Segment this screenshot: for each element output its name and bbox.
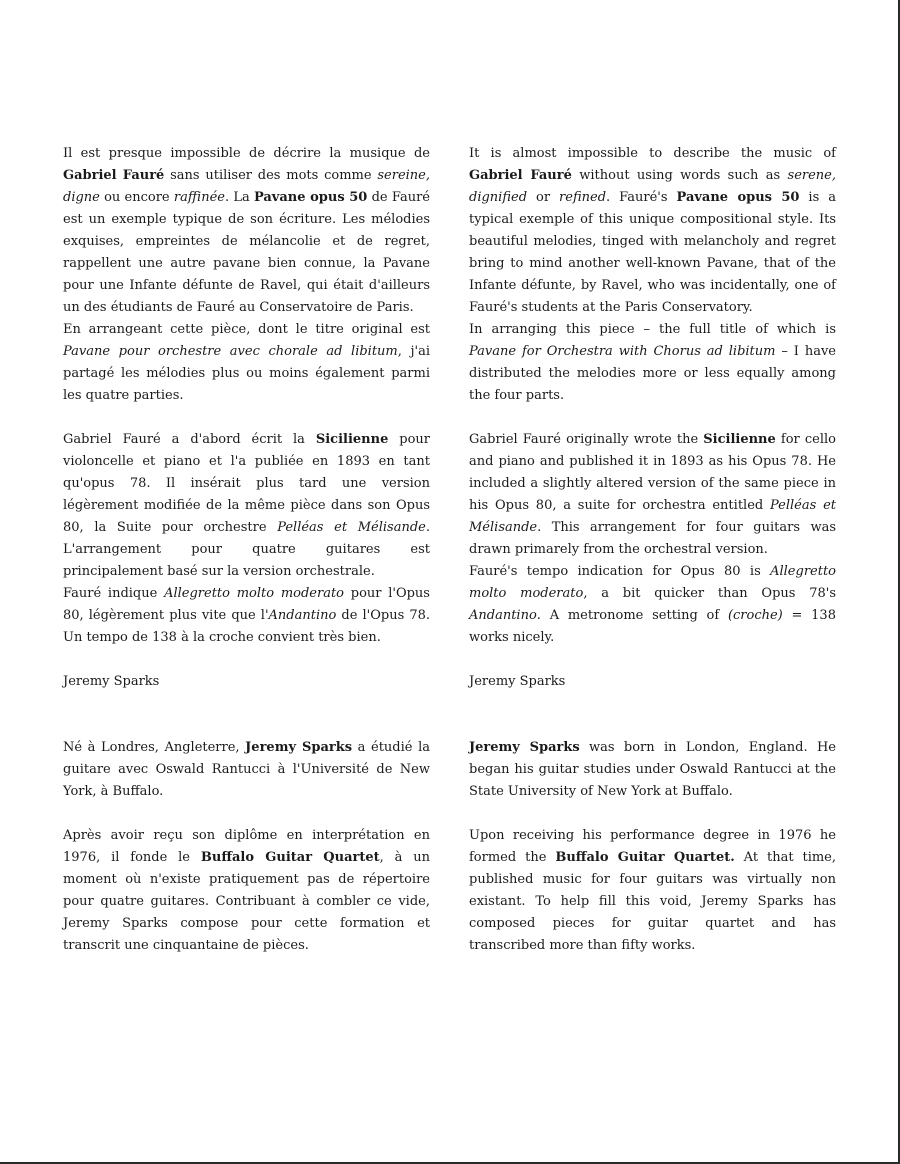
text-run: Upon receiving his performance degree in 1976 he formed the [469, 828, 836, 865]
text-run: En arrangeant cette pièce, dont le titre original est [63, 322, 430, 337]
fr-bio-paragraph-2 [63, 825, 430, 957]
emphasis: Andantino [469, 608, 537, 623]
text-run: . Fauré's [606, 190, 677, 205]
text-run: was born in London, England. He began his guitar studies under Oswald Rantucci at the State University of New York at Buffalo. [469, 740, 836, 799]
french-column [63, 143, 430, 957]
text-run: , j'ai partagé les mélodies plus ou moins également parmi les quatre parties. [63, 344, 430, 403]
text-run: It is almost impossible to describe the music of [469, 146, 836, 161]
en-signature: Jeremy Sparks [469, 674, 566, 689]
emphasis: sereine, digne [63, 168, 430, 205]
en-bio-paragraph-2 [469, 825, 836, 957]
en-faure-paragraph-1 [469, 143, 836, 319]
text-run: pour violoncelle et piano et l'a publiée en 1893 en tant qu'opus 78. Il insérait plus tard une version légèrement modifiée de la même pièce dans son Opus 80, la Suite pour orchestre [63, 432, 430, 535]
text-run: Il est presque impossible de décrire la musique de [63, 146, 430, 161]
work-title: Sicilienne [315, 432, 389, 447]
emphasis: refined [559, 190, 607, 205]
fr-faure-paragraph-4 [63, 583, 430, 649]
work-title: Sicilienne [703, 432, 776, 447]
text-run: At that time, published music for four guitars was virtually non existant. To help fill this void, Jeremy Sparks has composed pieces for guitar quartet and has transcribed more than fifty works. [469, 850, 837, 953]
english-column [469, 143, 836, 957]
text-run: Né à Londres, Angleterre, [63, 740, 246, 755]
en-faure-paragraph-2 [469, 319, 836, 407]
author-name: Jeremy Sparks [245, 740, 353, 755]
text-run: sans utiliser des mots comme [164, 168, 378, 183]
text-run: , à un moment où n'existe pratiquement pas de répertoire pour quatre guitares. Contribuant à combler ce vide, Jeremy Sparks compose pour cette formation et transcrit une cinquantaine de pièces. [63, 850, 430, 953]
fr-faure-paragraph-2 [63, 319, 430, 407]
emphasis: Pelléas et Mélisande [469, 498, 836, 535]
emphasis: raffinée [173, 190, 225, 205]
emphasis: serene, dignified [469, 168, 837, 205]
emphasis: Pelléas et Mélisande [277, 520, 426, 535]
text-run: de Fauré est un exemple typique de son écriture. Les mélodies exquises, empreintes de mélancolie et de regret, rappellent une autre pavane bien connue, la Pavane pour une Infante défunte de Ravel, qui était d'ailleurs un des étudiants de Fauré au Conservatoire de Paris. [63, 190, 431, 315]
text-run: without using words such as [571, 168, 788, 183]
en-bio-paragraph-1 [469, 737, 836, 803]
fr-faure-paragraph-1 [63, 143, 430, 319]
text-run: = 138 works nicely. [469, 608, 836, 645]
text-run: . La [224, 190, 254, 205]
text-run: a étudié la guitare avec Oswald Rantucci à l'Université de New York, à Buffalo. [63, 740, 430, 799]
emphasis: Pavane for Orchestra with Chorus ad libitum [469, 344, 776, 359]
text-run: Après avoir reçu son diplôme en interprétation en 1976, il fonde le [63, 828, 430, 865]
ensemble-name: Buffalo Guitar Quartet [200, 850, 380, 865]
emphasis: (croche) [727, 608, 783, 623]
text-run: . This arrangement for four guitars was drawn primarely from the orchestral version. [469, 520, 836, 557]
text-run: Fauré indique [63, 586, 165, 601]
ensemble-name: Buffalo Guitar Quartet. [555, 850, 735, 865]
text-run: for cello and piano and published it in 1893 as his Opus 78. He included a slightly altered version of the same piece in his Opus 80, a suite for orchestra entitled [469, 432, 836, 513]
en-faure-paragraph-4 [469, 561, 836, 649]
fr-signature: Jeremy Sparks [63, 674, 160, 689]
text-run: is a typical exemple of this unique compositional style. Its beautiful melodies, tinged with melancholy and regret bring to mind another well-known Pavane, that of the Infante défunte, by Ravel, who was incidentally, one of Fauré's students at the Paris Conservatory. [469, 190, 836, 315]
composer-name: Gabriel Fauré [469, 168, 572, 183]
text-run: de l'Opus 78. Un tempo de 138 à la croche convient très bien. [63, 608, 430, 645]
text-run: Fauré's tempo indication for Opus 80 is [469, 564, 771, 579]
text-run: . A metronome setting of [536, 608, 728, 623]
en-faure-paragraph-3 [469, 429, 836, 561]
work-title: Pavane opus 50 [676, 190, 800, 205]
text-run: or [527, 190, 560, 205]
fr-faure-paragraph-3 [63, 429, 430, 583]
text-run: – I have distributed the melodies more or less equally among the four parts. [469, 344, 836, 403]
text-run: , a bit quicker than Opus 78's [583, 586, 836, 601]
emphasis: Allegretto molto moderato [164, 586, 344, 601]
text-run: ou encore [99, 190, 174, 205]
text-run: Gabriel Fauré a d'abord écrit la [63, 432, 316, 447]
author-name: Jeremy Sparks [469, 740, 580, 755]
emphasis: Pavane pour orchestre avec chorale ad libitum [63, 344, 398, 359]
text-run: pour l'Opus 80, légèrement plus vite que l' [63, 586, 430, 623]
work-title: Pavane opus 50 [253, 190, 368, 205]
emphasis: Allegretto molto moderato [469, 564, 836, 601]
text-run: Gabriel Fauré originally wrote the [469, 432, 704, 447]
text-run: In arranging this piece – the full title of which is [469, 322, 836, 337]
text-run: . L'arrangement pour quatre guitares est principalement basé sur la version orchestrale. [63, 520, 430, 579]
fr-bio-paragraph-1 [63, 737, 430, 803]
emphasis: Andantino [268, 608, 337, 623]
composer-name: Gabriel Fauré [63, 168, 165, 183]
